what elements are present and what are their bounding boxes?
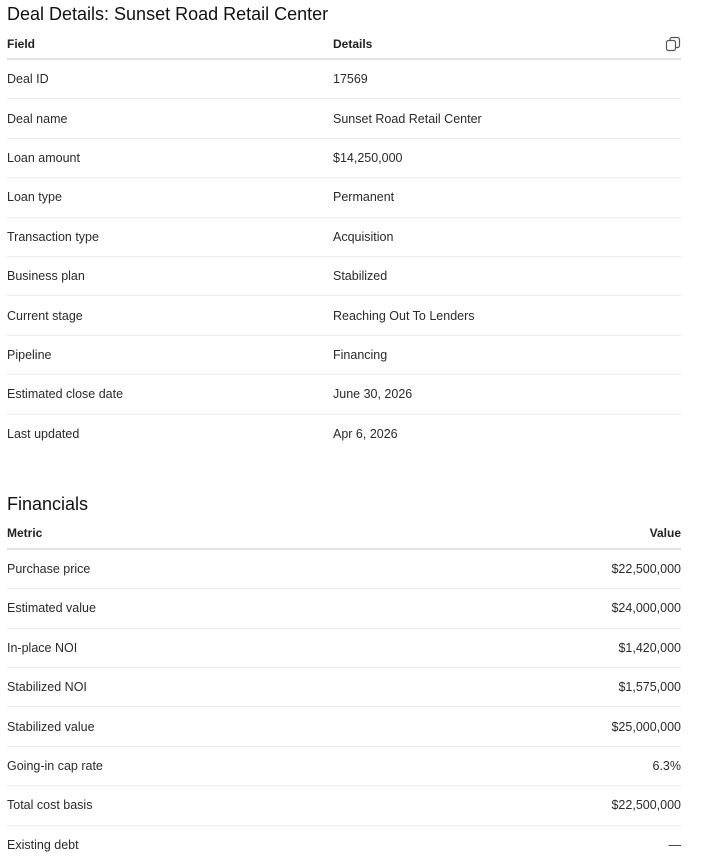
- field-label: Last updated: [7, 426, 80, 441]
- field-label: Pipeline: [7, 347, 52, 362]
- field-value: Acquisition: [333, 229, 394, 244]
- table-row: [7, 550, 681, 589]
- field-column-header: Field: [7, 36, 36, 51]
- field-label: Loan type: [7, 190, 62, 205]
- page: [7, 0, 681, 864]
- field-label: Loan amount: [7, 150, 80, 165]
- table-row: [7, 668, 681, 707]
- metric-label: Purchase price: [7, 562, 91, 577]
- table-row: [7, 178, 681, 217]
- metric-value: 6.3%: [652, 759, 681, 774]
- metric-label: Stabilized NOI: [7, 680, 87, 695]
- details-column-header: Details: [333, 36, 373, 51]
- field-value: Financing: [333, 347, 388, 362]
- metric-column-header: Metric: [7, 526, 43, 541]
- field-label: Transaction type: [7, 229, 99, 244]
- metric-label: Stabilized value: [7, 719, 95, 734]
- metric-value: $22,500,000: [611, 798, 681, 813]
- metric-value: —: [668, 837, 681, 852]
- metric-label: Going-in cap rate: [7, 759, 103, 774]
- field-value: Apr 6, 2026: [333, 426, 398, 441]
- field-label: Deal name: [7, 111, 68, 126]
- field-value: Reaching Out To Lenders: [333, 308, 475, 323]
- value-column-header: Value: [649, 526, 681, 541]
- financials-table: [7, 519, 681, 864]
- metric-value: $25,000,000: [611, 719, 681, 734]
- deal-details-header-row: [7, 29, 681, 60]
- metric-label: Total cost basis: [7, 798, 93, 813]
- field-label: Current stage: [7, 308, 83, 323]
- deal-details-title: Deal Details: Sunset Road Retail Center: [7, 4, 329, 24]
- field-value: Sunset Road Retail Center: [333, 111, 482, 126]
- table-row: [7, 99, 681, 138]
- table-row: [7, 786, 681, 825]
- field-value: Permanent: [333, 190, 395, 205]
- table-row: [7, 629, 681, 668]
- table-row: [7, 747, 681, 786]
- field-value: 17569: [333, 72, 368, 87]
- table-row: [7, 218, 681, 257]
- field-value: Stabilized: [333, 269, 388, 284]
- metric-value: $1,420,000: [618, 640, 681, 655]
- field-value: $14,250,000: [333, 150, 403, 165]
- financials-header-row: [7, 519, 681, 550]
- table-row: [7, 707, 681, 746]
- metric-value: $22,500,000: [611, 562, 681, 577]
- metric-value: $1,575,000: [618, 680, 681, 695]
- metric-value: $24,000,000: [611, 601, 681, 616]
- field-label: Estimated close date: [7, 387, 124, 402]
- table-row: [7, 139, 681, 178]
- table-row: [7, 589, 681, 628]
- field-label: Business plan: [7, 269, 85, 284]
- field-value: June 30, 2026: [333, 387, 413, 402]
- metric-label: Estimated value: [7, 601, 96, 616]
- table-row: [7, 296, 681, 335]
- table-row: [7, 826, 681, 864]
- metric-label: In-place NOI: [7, 640, 78, 655]
- financials-title: Financials: [7, 493, 89, 514]
- metric-label: Existing debt: [7, 837, 79, 852]
- field-label: Deal ID: [7, 72, 49, 87]
- table-row: [7, 415, 681, 453]
- deal-details-table: [7, 29, 681, 453]
- table-row: [7, 375, 681, 414]
- table-row: [7, 336, 681, 375]
- table-row: [7, 60, 681, 99]
- copy-icon[interactable]: [665, 36, 681, 52]
- table-row: [7, 257, 681, 296]
